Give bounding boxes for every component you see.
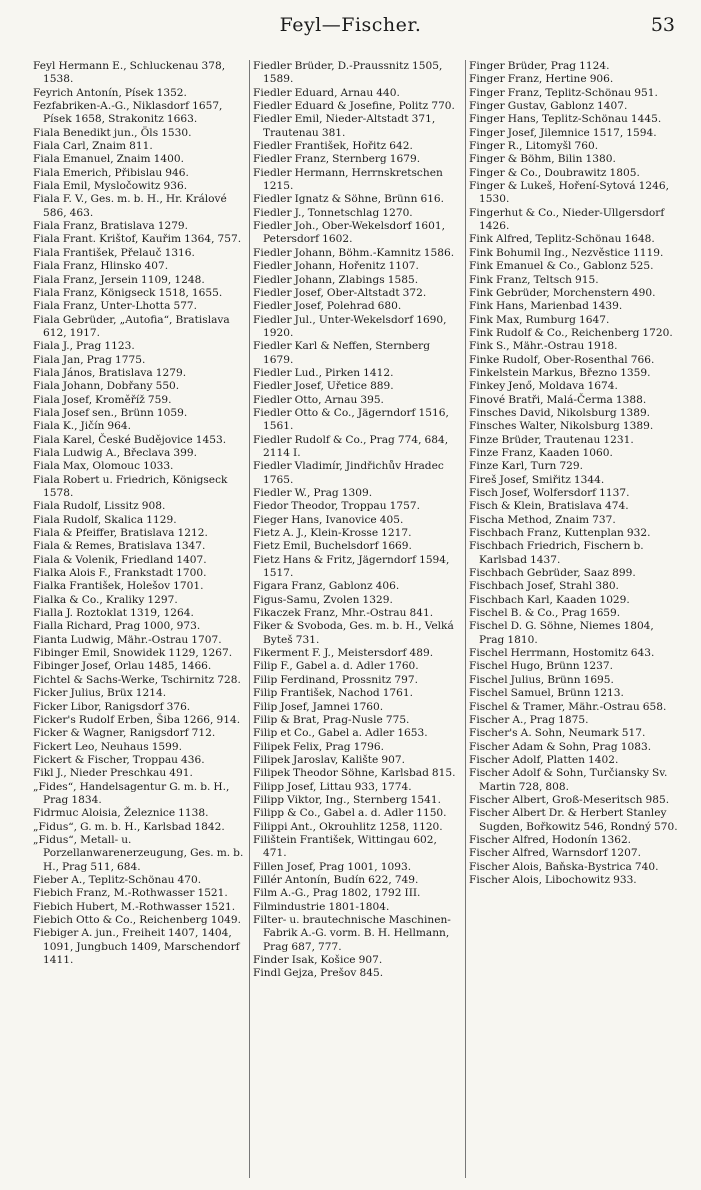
directory-entry: Fiedler Jul., Unter-Wekelsdorf 1690, 1920. [253,313,447,339]
directory-entry: Finze Karl, Turn 729. [469,460,584,473]
directory-entry: Fink Franz, Teltsch 915. [469,273,599,286]
directory-entry: Finové Bratři, Malá-Čerma 1388. [469,393,647,406]
directory-entry: Finger Franz, Hertine 906. [469,73,614,86]
directory-entry: Fisch & Klein, Bratislava 474. [469,500,629,513]
directory-entry: Finze Franz, Kaaden 1060. [469,446,613,459]
directory-entry: Fischel Samuel, Brünn 1213. [469,687,624,700]
directory-entry: Fidrmuc Aloisia, Železnice 1138. [33,807,209,820]
directory-entry: Fischbach Franz, Kuttenplan 932. [469,527,651,540]
directory-entry: Fiedler Hermann, Herrnskretschen 1215. [253,166,443,193]
column-2 [249,60,465,1178]
directory-entry: Figus-Samu, Zvolen 1329. [253,593,393,606]
directory-entry: Filip & Brat, Prag-Nusle 775. [253,713,410,726]
directory-entry: Fiedler Karl & Neffen, Sternberg 1679. [253,340,430,366]
directory-entry: Fiala Robert u. Friedrich, Königseck 1578. [33,473,228,499]
directory-entry: Finger Gustav, Gablonz 1407. [469,100,628,113]
directory-entry: Filipek Theodor Söhne, Karlsbad 815. [253,767,456,780]
directory-entry: Fieber A., Teplitz-Schönau 470. [33,873,202,886]
directory-entry: Fezfabriken-A.-G., Niklasdorf 1657, Písek 1658, Strakonitz 1663. [33,100,223,126]
directory-entry: Fink Alfred, Teplitz-Schönau 1648. [469,233,655,246]
directory-entry: Fink S., Mähr.-Ostrau 1918. [469,340,618,353]
directory-entry: Fink Emanuel & Co., Gablonz 525. [469,260,654,273]
directory-entry: Fiala Gebrüder, „Autofia“, Bratislava 612, 1917. [33,313,230,339]
directory-entry: Filipek Jaroslav, Kalište 907. [253,753,405,766]
directory-entry: „Fidus“, Metall- u. Porzellanwarenerzeugung, Ges. m. b. H., Prag 511, 684. [33,833,244,873]
directory-entry: Fischer Adam & Sohn, Prag 1083. [469,740,652,753]
directory-entry: Fischer Alfred, Hodonín 1362. [469,833,632,846]
directory-entry: Fiala Karel, České Budějovice 1453. [33,433,227,446]
directory-entry: Fikaczek Franz, Mhr.-Ostrau 841. [253,607,434,620]
directory-entry: Finder Isak, Košice 907. [253,954,383,967]
directory-entry: Fiala Franz, Bratislava 1279. [33,220,189,233]
directory-entry: Fianta Ludwig, Mähr.-Ostrau 1707. [33,633,222,646]
directory-entry: Finger Brüder, Prag 1124. [469,60,610,72]
directory-entry: Fiedler Rudolf & Co., Prag 774, 684, 2114 I. [253,433,449,459]
directory-entry: Fikl J., Nieder Preschkau 491. [33,767,193,780]
directory-entry: Fiala Frant. Krištof, Kauřim 1364, 757. [33,233,242,246]
directory-entry: Fiala Johann, Dobřany 550. [33,380,180,393]
directory-entry: Fiala Rudolf, Skalica 1129. [33,513,177,526]
directory-entry: Fiala Franz, Königseck 1518, 1655. [33,286,223,299]
page-number: 53 [650,14,675,36]
directory-entry: Filip František, Nachod 1761. [253,687,414,700]
column-1 [33,60,249,1178]
directory-entry: Filmindustrie 1801-1804. [253,900,390,913]
directory-entry: Fischbach Friedrich, Fischern b. Karlsbad 1437. [469,540,644,566]
directory-entry: Ficker Libor, Ranigsdorf 376. [33,700,191,713]
directory-entry: Ficker's Rudolf Erben, Šiba 1266, 914. [33,713,241,726]
directory-entry: Fischer Alois, Libochowitz 933. [469,873,637,886]
directory-entry: Finze Brüder, Trautenau 1231. [469,433,634,446]
page-header [0,14,701,44]
directory-entry: Filip Josef, Jamnei 1760. [253,700,384,713]
directory-entry: Fingerhut & Co., Nieder-Ullgersdorf 1426. [469,206,665,233]
directory-entry: Fink Rudolf & Co., Reichenberg 1720. [469,326,673,339]
directory-entry: Fiebich Hubert, M.-Rothwasser 1521. [33,900,236,913]
directory-entry: Fiala Emerich, Přibislau 946. [33,166,189,179]
directory-entry: Finger R., Litomyšl 760. [469,140,599,153]
directory-entry: Fischer Adolf & Sohn, Turčiansky Sv. Martin 728, 808. [469,767,668,793]
directory-entry: Fiala Max, Olomouc 1033. [33,460,174,473]
directory-entry: Filip Ferdinand, Prossnitz 797. [253,673,418,686]
directory-entry: Fiedler Josef, Uřetice 889. [253,380,394,393]
directory-entry: Fink Max, Rumburg 1647. [469,313,610,326]
directory-entry: Finger Hans, Teplitz-Schönau 1445. [469,113,662,126]
directory-entry: Fischer Alois, Baňska-Bystrica 740. [469,860,659,873]
directory-entry: Fietz Hans & Fritz, Jägerndorf 1594, 1517. [253,553,450,580]
directory-entry: Figara Franz, Gablonz 406. [253,580,400,593]
directory-entry: Fiala Rudolf, Lissitz 908. [33,500,166,513]
directory-entry: Fiala Emil, Mysločowitz 936. [33,180,188,193]
directory-entry: Fikerment F. J., Meistersdorf 489. [253,647,434,660]
directory-entry: Fiala K., Jičín 964. [33,420,131,433]
directory-entry: Fibinger Josef, Orlau 1485, 1466. [33,660,212,673]
directory-entry: Fiebich Franz, M.-Rothwasser 1521. [33,887,228,900]
directory-entry: „Fides“, Handelsagentur G. m. b. H., Prag 1834. [33,780,230,806]
directory-entry: Fisch Josef, Wolfersdorf 1137. [469,487,630,499]
directory-entry: Fischel Herrmann, Hostomitz 643. [469,647,655,660]
directory-entry: Fiedler W., Prag 1309. [253,487,373,499]
directory-entry: Fiala & Pfeiffer, Bratislava 1212. [33,527,208,540]
directory-entry: Fiala Josef, Kroměříž 759. [33,393,172,406]
directory-entry: Finke Rudolf, Ober-Rosenthal 766. [469,353,655,366]
directory-entry: Fialka & Co., Kraliky 1297. [33,593,178,606]
directory-entry: Fischbach Josef, Strahl 380. [469,580,619,593]
directory-entry: Filipp & Co., Gabel a. d. Adler 1150. [253,807,447,820]
directory-entry: Fiala Franz, Jersein 1109, 1248. [33,273,205,286]
directory-entry: Fiker & Svoboda, Ges. m. b. H., Velká Byteš 731. [253,620,454,646]
directory-entry: Fireš Josef, Smiřitz 1344. [469,473,605,486]
directory-entry: Filip et Co., Gabel a. Adler 1653. [253,727,428,740]
directory-columns [33,60,683,1178]
directory-entry: Fink Bohumil Ing., Nezvěstice 1119. [469,246,664,259]
directory-entry: Finsches Walter, Nikolsburg 1389. [469,420,654,433]
directory-entry: Fietz Emil, Buchelsdorf 1669. [253,540,412,553]
column-3 [465,60,681,1178]
directory-entry: Fillen Josef, Prag 1001, 1093. [253,860,412,873]
directory-entry: Fiedler Johann, Zlabings 1585. [253,273,419,286]
directory-entry: Finger Franz, Teplitz-Schönau 951. [469,86,658,99]
directory-entry: Fiedler Franz, Sternberg 1679. [253,153,421,166]
directory-entry: Fickert Leo, Neuhaus 1599. [33,740,183,753]
directory-entry: Fiedler Eduard & Josefine, Politz 770. [253,100,455,113]
directory-entry: Fiala János, Bratislava 1279. [33,366,187,379]
directory-entry: Fialla Richard, Prag 1000, 973. [33,620,201,633]
directory-entry: Ficker Julius, Brüx 1214. [33,687,167,700]
directory-entry: Fiedler Brüder, D.-Praussnitz 1505, 1589. [253,60,443,86]
directory-entry: Fiebiger A. jun., Freiheit 1407, 1404, 1091, Jungbuch 1409, Marschendorf 1411. [33,927,240,967]
directory-entry: Fischbach Karl, Kaaden 1029. [469,593,630,606]
directory-entry: Fiedor Theodor, Troppau 1757. [253,500,420,513]
directory-entry: Fink Hans, Marienbad 1439. [469,300,623,313]
directory-entry: Fiala Emanuel, Znaim 1400. [33,153,184,166]
directory-entry: Filipp Viktor, Ing., Sternberg 1541. [253,793,441,806]
directory-entry: Fiebich Otto & Co., Reichenberg 1049. [33,914,242,926]
directory-entry: Fiala Jan, Prag 1775. [33,353,146,366]
directory-entry: Fibinger Emil, Snowidek 1129, 1267. [33,647,233,660]
directory-entry: Fiedler Lud., Pirken 1412. [253,366,394,379]
directory-entry: Film A.-G., Prag 1802, 1792 III. [253,887,421,900]
directory-entry: Fiedler Vladimír, Jindřichův Hradec 1765. [253,460,444,486]
directory-entry: Fischel D. G. Söhne, Niemes 1804, Prag 1810. [469,620,654,646]
directory-entry: Feyrich Antonín, Písek 1352. [33,86,187,99]
directory-entry: Fiala Franz, Unter-Lhotta 577. [33,300,198,313]
directory-entry: Fiala F. V., Ges. m. b. H., Hr. Králové 586, 463. [33,193,227,219]
directory-entry: Fialka Alois F., Frankstadt 1700. [33,567,207,580]
directory-entry: Fiedler František, Hořitz 642. [253,140,413,153]
directory-entry: Fiala Benedikt jun., Öls 1530. [33,126,192,139]
directory-entry: Fischel Julius, Brünn 1695. [469,673,614,686]
directory-entry: Fink Gebrüder, Morchenstern 490. [469,286,656,299]
directory-entry: Fiedler J., Tonnetschlag 1270. [253,206,413,219]
directory-entry: Fischer A., Prag 1875. [469,713,589,726]
directory-entry: Finger & Böhm, Bilin 1380. [469,153,616,166]
directory-entry: Fischbach Gebrüder, Saaz 899. [469,567,636,580]
directory-entry: Feyl Hermann E., Schluckenau 378, 1538. [33,60,226,86]
directory-entry: Fischer Adolf, Platten 1402. [469,753,619,766]
directory-entry: Fischer Albert Dr. & Herbert Stanley Sugden, Bořkowitz 546, Rondný 570. [469,807,678,833]
directory-entry: Finger & Lukeš, Hoření-Sytová 1246, 1530. [469,180,669,206]
directory-entry: Fickert & Fischer, Troppau 436. [33,753,205,766]
directory-entry: Filištein František, Wittingau 602, 471. [253,833,437,860]
directory-entry: Fischer's A. Sohn, Neumark 517. [469,727,646,740]
directory-entry: Filter- u. brautechnische Maschinen-Fabrik A.-G. vorm. B. H. Hellmann, Prag 687, 777. [253,914,451,953]
directory-entry: Fiedler Emil, Nieder-Altstadt 371, Trautenau 381. [253,113,436,139]
directory-entry: Fiedler Eduard, Arnau 440. [253,86,400,99]
directory-entry: Fiala & Remes, Bratislava 1347. [33,540,206,553]
directory-entry: Fiedler Joh., Ober-Wekelsdorf 1601, Petersdorf 1602. [253,220,445,246]
directory-entry: Fiala Josef sen., Brünn 1059. [33,406,188,419]
directory-entry: Finsches David, Nikolsburg 1389. [469,406,651,419]
directory-entry: Fischa Method, Znaim 737. [469,513,616,526]
directory-entry: Findl Gejza, Prešov 845. [253,967,384,980]
directory-entry: Finkey Jenő, Moldava 1674. [469,380,618,393]
directory-entry: Filippi Ant., Okrouhlitz 1258, 1120. [253,820,443,833]
directory-entry: Fiedler Josef, Ober-Altstadt 372. [253,286,427,299]
directory-entry: Fischer Albert, Groß-Meseritsch 985. [469,793,670,806]
directory-entry: Fiala J., Prag 1123. [33,340,135,353]
directory-entry: „Fidus“, G. m. b. H., Karlsbad 1842. [33,820,225,833]
directory-entry: Finger & Co., Doubrawitz 1805. [469,166,640,179]
directory-entry: Fiedler Otto & Co., Jägerndorf 1516, 1561. [253,406,449,433]
directory-entry: Filipek Felix, Prag 1796. [253,740,384,753]
directory-entry: Fieger Hans, Ivanovice 405. [253,513,404,526]
directory-entry: Fiala & Volenik, Friedland 1407. [33,553,207,566]
directory-entry: Fiala František, Přelauč 1316. [33,246,195,259]
directory-entry: Fiedler Ignatz & Söhne, Brünn 616. [253,193,445,206]
directory-entry: Filipp Josef, Littau 933, 1774. [253,780,412,793]
directory-entry: Fialla J. Roztoklat 1319, 1264. [33,607,194,620]
directory-entry: Fichtel & Sachs-Werke, Tschirnitz 728. [33,673,241,686]
page-title: Feyl—Fischer. [279,14,422,36]
directory-entry: Fietz A. J., Klein-Krosse 1217. [253,527,412,540]
directory-entry: Finkelstein Markus, Březno 1359. [469,366,651,379]
directory-entry: Fiala Carl, Znaim 811. [33,140,153,153]
directory-entry: Fiedler Johann, Hořenitz 1107. [253,260,419,273]
directory-entry: Ficker & Wagner, Ranigsdorf 712. [33,727,216,740]
directory-entry: Fiedler Otto, Arnau 395. [253,393,384,406]
directory-entry: Fischer Alfred, Warnsdorf 1207. [469,847,641,860]
directory-entry: Fischel & Tramer, Mähr.-Ostrau 658. [469,700,667,713]
directory-entry: Fillér Antonín, Budín 622, 749. [253,873,419,886]
directory-entry: Fiedler Josef, Polehrad 680. [253,300,402,313]
directory-entry: Fischel B. & Co., Prag 1659. [469,607,621,620]
directory-entry: Fiala Franz, Hlinsko 407. [33,260,169,273]
directory-entry: Fiedler Johann, Böhm.-Kamnitz 1586. [253,246,455,259]
directory-entry: Fischel Hugo, Brünn 1237. [469,660,614,673]
directory-entry: Filip F., Gabel a. d. Adler 1760. [253,660,419,673]
directory-entry: Fialka František, Holešov 1701. [33,580,204,593]
directory-entry: Finger Josef, Jilemnice 1517, 1594. [469,126,657,139]
directory-entry: Fiala Ludwig A., Břeclava 399. [33,446,197,459]
